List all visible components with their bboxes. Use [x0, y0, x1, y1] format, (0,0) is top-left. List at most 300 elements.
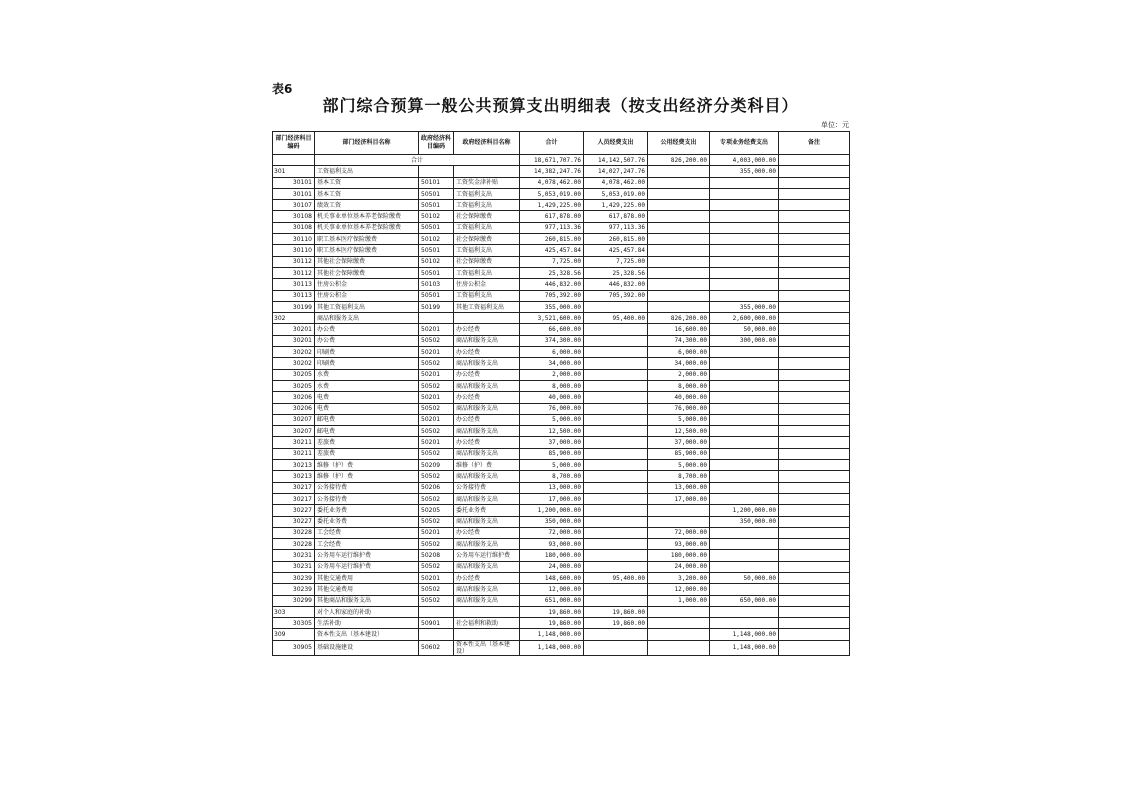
row-name: 差旅费	[315, 448, 419, 459]
row-remark	[779, 618, 850, 629]
row-public: 24,000.00	[648, 561, 710, 572]
table-row	[273, 527, 850, 538]
row-special	[710, 471, 779, 482]
row-remark	[779, 380, 850, 391]
row-remark	[779, 324, 850, 335]
row-code: 30113	[273, 290, 315, 301]
row-total: 17,000.00	[520, 493, 584, 504]
row-code: 30239	[273, 572, 315, 583]
header-cell: 人员经费支出	[584, 132, 648, 155]
row-gov-code	[419, 313, 454, 324]
row-total: 93,000.00	[520, 539, 584, 550]
row-gov-code: 50901	[419, 618, 454, 629]
table-row	[273, 629, 850, 640]
table-row	[273, 618, 850, 629]
row-gov-code: 50103	[419, 279, 454, 290]
row-gov-code: 50502	[419, 471, 454, 482]
row-name: 其他交通费用	[315, 572, 419, 583]
row-special	[710, 437, 779, 448]
table-row	[273, 437, 850, 448]
row-name: 办公费	[315, 324, 419, 335]
row-remark	[779, 335, 850, 346]
row-name: 工会经费	[315, 527, 419, 538]
row-public	[648, 256, 710, 267]
row-code: 30202	[273, 358, 315, 369]
row-code: 301	[273, 166, 315, 177]
row-gov-name: 商品和服务支出	[454, 595, 520, 606]
row-name: 基本工资	[315, 188, 419, 199]
row-total: 446,832.00	[520, 279, 584, 290]
row-remark	[779, 313, 850, 324]
row-code: 30239	[273, 584, 315, 595]
row-remark	[779, 516, 850, 527]
row-gov-name: 商品和服务支出	[454, 539, 520, 550]
row-code: 30107	[273, 200, 315, 211]
row-public	[648, 267, 710, 278]
row-gov-code: 50502	[419, 595, 454, 606]
row-special: 355,000.00	[710, 166, 779, 177]
row-gov-name: 社会保障缴费	[454, 211, 520, 222]
row-gov-code: 50201	[419, 324, 454, 335]
row-total: 260,815.00	[520, 234, 584, 245]
row-personnel	[584, 505, 648, 516]
row-public: 8,700.00	[648, 471, 710, 482]
row-code: 303	[273, 606, 315, 617]
row-gov-code: 50602	[419, 640, 454, 655]
row-personnel: 25,328.56	[584, 267, 648, 278]
row-public: 5,000.00	[648, 460, 710, 471]
table-row	[273, 211, 850, 222]
table-row	[273, 414, 850, 425]
row-code: 30201	[273, 335, 315, 346]
row-public: 3,200.00	[648, 572, 710, 583]
row-gov-name: 商品和服务支出	[454, 516, 520, 527]
row-remark	[779, 392, 850, 403]
row-gov-name	[454, 629, 520, 640]
row-gov-code: 50201	[419, 437, 454, 448]
row-code: 30202	[273, 347, 315, 358]
row-public: 93,000.00	[648, 539, 710, 550]
row-remark	[779, 584, 850, 595]
table-row	[273, 606, 850, 617]
row-remark	[779, 629, 850, 640]
row-gov-code: 50501	[419, 267, 454, 278]
row-remark	[779, 414, 850, 425]
table-row	[273, 313, 850, 324]
row-name: 邮电费	[315, 426, 419, 437]
row-personnel	[584, 369, 648, 380]
row-personnel: 19,860.00	[584, 606, 648, 617]
header-cell: 公用经费支出	[648, 132, 710, 155]
row-name: 商品和服务支出	[315, 313, 419, 324]
row-name: 差旅费	[315, 437, 419, 448]
row-gov-code: 50502	[419, 561, 454, 572]
row-name: 工资福利支出	[315, 166, 419, 177]
row-special	[710, 369, 779, 380]
row-special: 355,000.00	[710, 301, 779, 312]
row-personnel: 260,815.00	[584, 234, 648, 245]
row-public	[648, 290, 710, 301]
row-public: 85,900.00	[648, 448, 710, 459]
row-gov-name: 办公经费	[454, 414, 520, 425]
row-code: 30199	[273, 301, 315, 312]
row-code: 30108	[273, 211, 315, 222]
row-name: 其他社会保障缴费	[315, 256, 419, 267]
row-name: 其他社会保障缴费	[315, 267, 419, 278]
row-code: 30211	[273, 448, 315, 459]
row-total: 617,878.00	[520, 211, 584, 222]
row-public: 2,000.00	[648, 369, 710, 380]
row-remark	[779, 527, 850, 538]
total-amount: 18,671,707.76	[520, 155, 584, 166]
row-public: 1,000.00	[648, 595, 710, 606]
row-personnel	[584, 403, 648, 414]
row-name: 基础设施建设	[315, 640, 419, 655]
row-gov-name: 商品和服务支出	[454, 335, 520, 346]
unit-note: 单位：元	[821, 121, 849, 129]
row-gov-name: 社会保障缴费	[454, 234, 520, 245]
total-public: 826,200.00	[648, 155, 710, 166]
row-total: 350,000.00	[520, 516, 584, 527]
row-gov-code: 50501	[419, 290, 454, 301]
row-public: 72,000.00	[648, 527, 710, 538]
table-row	[273, 301, 850, 312]
row-gov-code: 50501	[419, 200, 454, 211]
row-gov-name: 工资福利支出	[454, 245, 520, 256]
row-name: 维修（护）费	[315, 460, 419, 471]
table-row	[273, 267, 850, 278]
row-total: 7,725.00	[520, 256, 584, 267]
row-name: 电费	[315, 392, 419, 403]
row-total: 1,200,000.00	[520, 505, 584, 516]
row-name: 职工基本医疗保险缴费	[315, 234, 419, 245]
row-remark	[779, 279, 850, 290]
row-name: 邮电费	[315, 414, 419, 425]
table-row	[273, 539, 850, 550]
row-remark	[779, 572, 850, 583]
row-code: 30207	[273, 414, 315, 425]
row-personnel	[584, 358, 648, 369]
row-special	[710, 234, 779, 245]
row-remark	[779, 211, 850, 222]
table-row	[273, 471, 850, 482]
row-gov-code: 50502	[419, 358, 454, 369]
row-personnel	[584, 516, 648, 527]
row-gov-name	[454, 313, 520, 324]
row-code: 30113	[273, 279, 315, 290]
row-remark	[779, 493, 850, 504]
row-special	[710, 211, 779, 222]
row-special	[710, 279, 779, 290]
table-row	[273, 369, 850, 380]
row-code: 30211	[273, 437, 315, 448]
row-gov-name: 工资福利支出	[454, 267, 520, 278]
row-remark	[779, 301, 850, 312]
row-gov-name: 工资福利支出	[454, 200, 520, 211]
row-total: 1,148,000.00	[520, 640, 584, 655]
row-public: 180,000.00	[648, 550, 710, 561]
row-gov-name: 资本性支出（基本建设）	[454, 640, 520, 655]
table-cell	[273, 155, 315, 166]
row-code: 30231	[273, 550, 315, 561]
table-row	[273, 505, 850, 516]
row-total: 425,457.84	[520, 245, 584, 256]
row-total: 34,000.00	[520, 358, 584, 369]
row-personnel	[584, 595, 648, 606]
table-row	[273, 392, 850, 403]
row-personnel	[584, 527, 648, 538]
row-gov-name: 办公经费	[454, 392, 520, 403]
row-gov-code: 50502	[419, 403, 454, 414]
row-gov-name: 办公经费	[454, 437, 520, 448]
row-total: 355,000.00	[520, 301, 584, 312]
row-gov-name: 商品和服务支出	[454, 403, 520, 414]
row-public	[648, 606, 710, 617]
row-personnel: 1,429,225.00	[584, 200, 648, 211]
row-remark	[779, 234, 850, 245]
row-personnel	[584, 471, 648, 482]
table-row	[273, 335, 850, 346]
row-code: 30228	[273, 539, 315, 550]
row-remark	[779, 505, 850, 516]
row-gov-name: 商品和服务支出	[454, 493, 520, 504]
row-personnel	[584, 539, 648, 550]
row-total: 5,000.00	[520, 414, 584, 425]
row-public	[648, 166, 710, 177]
row-gov-name: 委托业务费	[454, 505, 520, 516]
row-total: 37,000.00	[520, 437, 584, 448]
row-special	[710, 584, 779, 595]
row-personnel	[584, 426, 648, 437]
row-special	[710, 177, 779, 188]
row-public: 12,500.00	[648, 426, 710, 437]
row-gov-code: 50201	[419, 572, 454, 583]
row-gov-code: 50205	[419, 505, 454, 516]
row-total: 12,500.00	[520, 426, 584, 437]
row-personnel	[584, 324, 648, 335]
table-row	[273, 380, 850, 391]
row-special	[710, 493, 779, 504]
row-gov-code: 50502	[419, 335, 454, 346]
row-public: 16,600.00	[648, 324, 710, 335]
row-name: 水费	[315, 380, 419, 391]
row-code: 30101	[273, 177, 315, 188]
row-code: 30108	[273, 222, 315, 233]
row-special	[710, 245, 779, 256]
row-special: 350,000.00	[710, 516, 779, 527]
row-total: 14,382,247.76	[520, 166, 584, 177]
row-gov-name: 社会福利和救助	[454, 618, 520, 629]
row-public	[648, 618, 710, 629]
row-special	[710, 188, 779, 199]
row-public	[648, 505, 710, 516]
row-total: 72,000.00	[520, 527, 584, 538]
row-special	[710, 200, 779, 211]
row-code: 30110	[273, 245, 315, 256]
row-code: 30213	[273, 460, 315, 471]
row-personnel: 4,078,462.00	[584, 177, 648, 188]
table-row	[273, 493, 850, 504]
row-gov-code: 50501	[419, 245, 454, 256]
row-gov-code	[419, 166, 454, 177]
row-name: 其他工资福利支出	[315, 301, 419, 312]
header-cell: 专项业务经费支出	[710, 132, 779, 155]
row-remark	[779, 200, 850, 211]
row-name: 绩效工资	[315, 200, 419, 211]
row-special	[710, 482, 779, 493]
row-personnel	[584, 380, 648, 391]
row-remark	[779, 166, 850, 177]
row-public	[648, 211, 710, 222]
row-gov-name: 商品和服务支出	[454, 584, 520, 595]
row-name: 机关事业单位基本养老保险缴费	[315, 211, 419, 222]
table-label: 表6	[272, 82, 293, 96]
row-public: 40,000.00	[648, 392, 710, 403]
row-remark	[779, 347, 850, 358]
row-remark	[779, 369, 850, 380]
row-remark	[779, 188, 850, 199]
row-gov-name: 工资福利支出	[454, 188, 520, 199]
row-special	[710, 426, 779, 437]
table-row	[273, 347, 850, 358]
row-remark	[779, 595, 850, 606]
row-name: 维修（护）费	[315, 471, 419, 482]
total-label: 合计	[315, 155, 520, 166]
row-remark	[779, 177, 850, 188]
row-gov-code: 50199	[419, 301, 454, 312]
table-row	[273, 245, 850, 256]
row-gov-code: 50502	[419, 584, 454, 595]
row-special	[710, 347, 779, 358]
row-special	[710, 358, 779, 369]
row-gov-code: 50502	[419, 493, 454, 504]
row-total: 1,148,000.00	[520, 629, 584, 640]
row-remark	[779, 550, 850, 561]
row-public: 13,000.00	[648, 482, 710, 493]
row-gov-name: 维修（护）费	[454, 460, 520, 471]
row-name: 电费	[315, 403, 419, 414]
row-special	[710, 414, 779, 425]
row-name: 委托业务费	[315, 516, 419, 527]
row-public: 6,000.00	[648, 347, 710, 358]
row-gov-code: 50208	[419, 550, 454, 561]
table-row	[273, 177, 850, 188]
row-special: 50,000.00	[710, 572, 779, 583]
row-gov-name: 商品和服务支出	[454, 448, 520, 459]
row-code: 30112	[273, 256, 315, 267]
row-total: 85,900.00	[520, 448, 584, 459]
row-gov-code: 50209	[419, 460, 454, 471]
row-public	[648, 222, 710, 233]
row-gov-code: 50502	[419, 448, 454, 459]
total-row	[273, 155, 850, 166]
table-cell	[779, 155, 850, 166]
row-personnel	[584, 629, 648, 640]
row-gov-code: 50102	[419, 234, 454, 245]
table-row	[273, 460, 850, 471]
row-gov-name: 办公经费	[454, 324, 520, 335]
row-total: 8,000.00	[520, 380, 584, 391]
row-public: 826,200.00	[648, 313, 710, 324]
row-public	[648, 629, 710, 640]
row-code: 302	[273, 313, 315, 324]
row-remark	[779, 403, 850, 414]
row-total: 6,000.00	[520, 347, 584, 358]
table-row	[273, 222, 850, 233]
row-personnel: 446,832.00	[584, 279, 648, 290]
row-public	[648, 301, 710, 312]
row-special	[710, 267, 779, 278]
row-total: 705,392.00	[520, 290, 584, 301]
row-code: 30231	[273, 561, 315, 572]
row-gov-name: 办公经费	[454, 527, 520, 538]
row-code: 30227	[273, 516, 315, 527]
row-name: 其他商品和服务支出	[315, 595, 419, 606]
row-total: 1,429,225.00	[520, 200, 584, 211]
row-code: 309	[273, 629, 315, 640]
row-gov-name: 办公经费	[454, 369, 520, 380]
row-remark	[779, 448, 850, 459]
row-personnel: 95,400.00	[584, 572, 648, 583]
row-name: 对个人和家庭的补助	[315, 606, 419, 617]
row-personnel: 705,392.00	[584, 290, 648, 301]
row-total: 651,000.00	[520, 595, 584, 606]
row-public	[648, 516, 710, 527]
table-row	[273, 403, 850, 414]
row-public: 74,300.00	[648, 335, 710, 346]
row-name: 职工基本医疗保险缴费	[315, 245, 419, 256]
row-total: 2,000.00	[520, 369, 584, 380]
row-code: 30101	[273, 188, 315, 199]
row-public	[648, 177, 710, 188]
row-special: 1,148,000.00	[710, 629, 779, 640]
row-gov-name: 办公经费	[454, 572, 520, 583]
row-total: 24,000.00	[520, 561, 584, 572]
row-name: 印刷费	[315, 347, 419, 358]
row-special	[710, 550, 779, 561]
row-gov-code: 50502	[419, 380, 454, 391]
row-name: 公务用车运行维护费	[315, 550, 419, 561]
row-gov-code: 50201	[419, 414, 454, 425]
row-total: 66,600.00	[520, 324, 584, 335]
row-total: 374,300.00	[520, 335, 584, 346]
row-personnel: 5,053,019.00	[584, 188, 648, 199]
row-personnel	[584, 437, 648, 448]
row-gov-name: 商品和服务支出	[454, 426, 520, 437]
row-gov-name: 商品和服务支出	[454, 471, 520, 482]
row-code: 30305	[273, 618, 315, 629]
header-cell: 备注	[779, 132, 850, 155]
row-special: 650,000.00	[710, 595, 779, 606]
row-total: 5,000.00	[520, 460, 584, 471]
row-remark	[779, 358, 850, 369]
row-special	[710, 448, 779, 459]
row-code: 30206	[273, 392, 315, 403]
row-special	[710, 460, 779, 471]
row-name: 住房公积金	[315, 279, 419, 290]
row-special: 1,200,000.00	[710, 505, 779, 516]
row-special	[710, 539, 779, 550]
header-row	[273, 132, 850, 155]
table-row	[273, 188, 850, 199]
row-gov-name: 其他工资福利支出	[454, 301, 520, 312]
row-remark	[779, 561, 850, 572]
row-personnel	[584, 347, 648, 358]
row-gov-code: 50201	[419, 369, 454, 380]
table-row	[273, 200, 850, 211]
row-public: 76,000.00	[648, 403, 710, 414]
row-personnel	[584, 414, 648, 425]
